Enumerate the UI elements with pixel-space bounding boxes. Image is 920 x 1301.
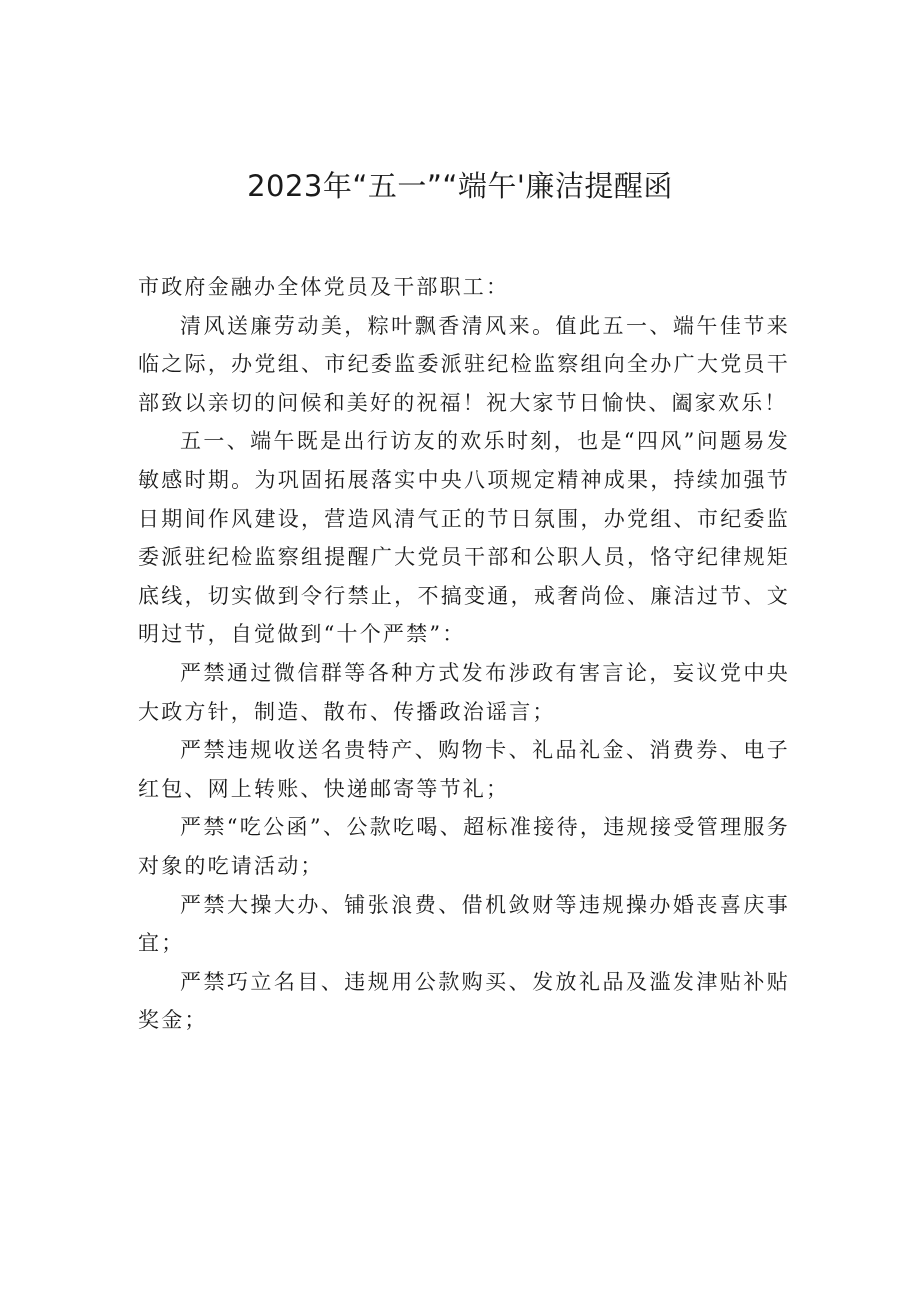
paragraph-rule-1: 严禁通过微信群等各种方式发布涉政有害言论，妄议党中央大政方针，制造、散布、传播政治谣言； [138, 660, 790, 724]
paragraph-rule-5: 严禁巧立名目、违规用公款购买、发放礼品及滥发津贴补贴奖金； [138, 969, 790, 1033]
paragraph-intro: 五一、端午既是出行访友的欢乐时刻，也是“四风”问题易发敏感时期。为巩固拓展落实中央八项规定精神成果，持续加强节日期间作风建设，营造风清气正的节日氛围，办党组、市纪委监委派驻纪检监察组提醒广大党员干部和公职人员，恪守纪律规矩底线，切实做到令行禁止，不搞变通，戒奢尚俭、廉洁过节、文明过节，自觉做到“十个严禁”： [138, 429, 790, 647]
paragraph-greeting: 清风送廉劳动美，粽叶飘香清风来。值此五一、端午佳节来临之际，办党组、市纪委监委派驻纪检监察组向全办广大党员干部致以亲切的问候和美好的祝福！祝大家节日愉快、阖家欢乐！ [138, 313, 790, 415]
paragraph-rule-4: 严禁大操大办、铺张浪费、借机敛财等违规操办婚丧喜庆事宜； [138, 892, 790, 956]
document-body [138, 268, 790, 1040]
document-title: 2023年“五一”“端午'廉洁提醒函 [247, 169, 673, 203]
salutation: 市政府金融办全体党员及干部职工： [138, 275, 510, 299]
paragraph-rule-2: 严禁违规收送名贵特产、购物卡、礼品礼金、消费券、电子红包、网上转账、快递邮寄等节礼； [138, 738, 790, 801]
paragraph-rule-3: 严禁“吃公函”、公款吃喝、超标准接待，违规接受管理服务对象的吃请活动； [138, 815, 790, 878]
